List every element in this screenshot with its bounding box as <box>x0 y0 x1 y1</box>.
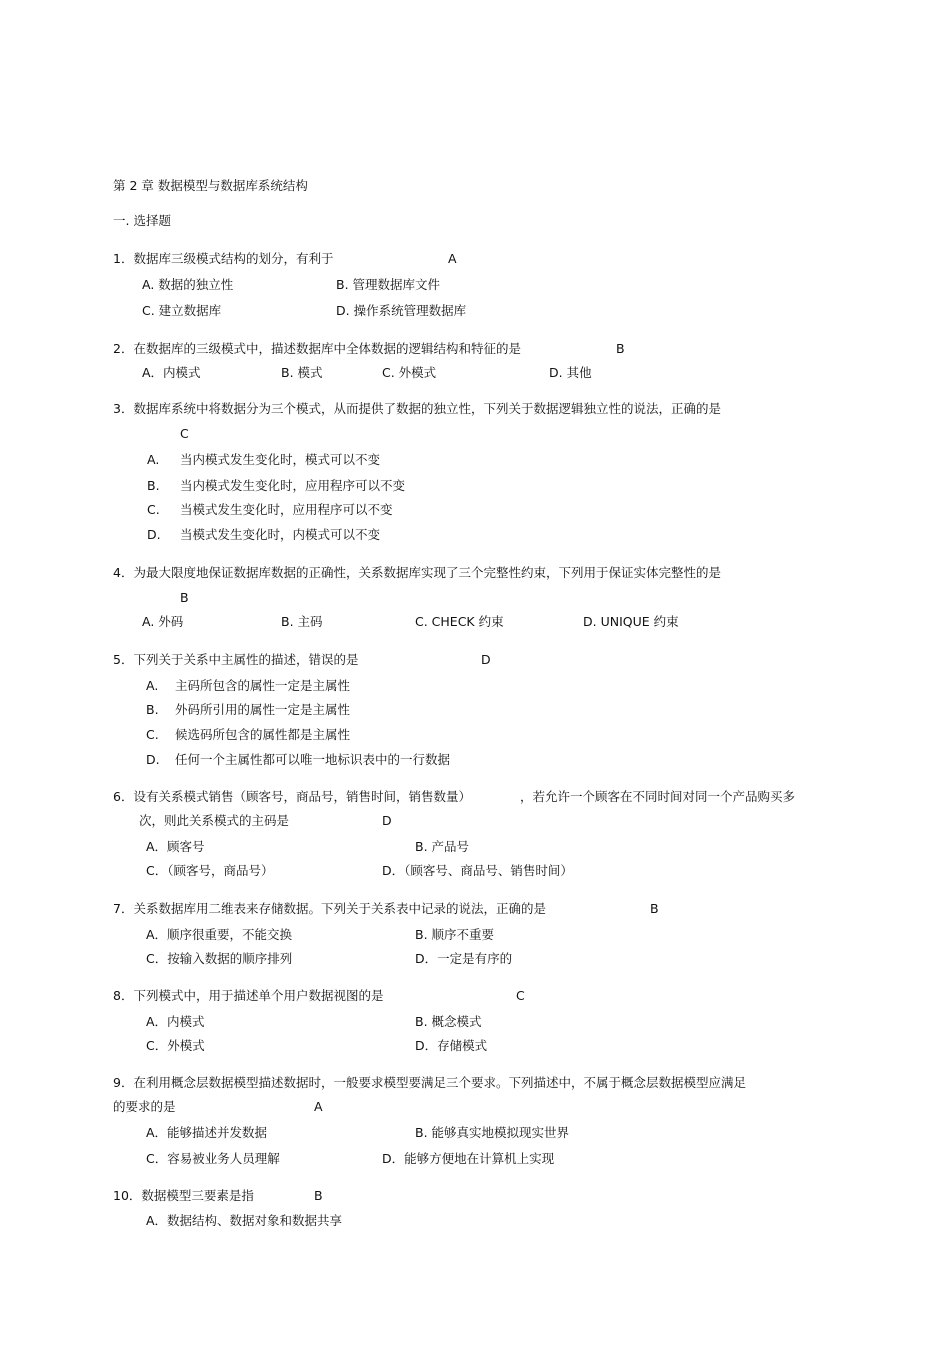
question-3-option-c-letter: C. <box>147 502 160 517</box>
question-4-option-c: C. CHECK 约束 <box>415 614 504 629</box>
question-6-answer: D <box>382 813 392 828</box>
question-5-option-c-letter: C. <box>146 727 159 742</box>
question-3-option-c-text: 当模式发生变化时，应用程序可以不变 <box>180 502 393 517</box>
question-5-option-b-text: 外码所引用的属性一定是主属性 <box>175 702 351 717</box>
question-4-option-d: D. UNIQUE 约束 <box>583 614 679 629</box>
question-7-option-d: D．一定是有序的 <box>415 951 513 966</box>
question-5-option-b-letter: B. <box>146 702 159 717</box>
question-6-stem-part-3: 次，则此关系模式的主码是 <box>139 813 290 828</box>
question-3-stem: 3．数据库系统中将数据分为三个模式，从而提供了数据的独立性，下列关于数据逻辑独立性的说法，正确的是 <box>113 401 721 416</box>
question-8-option-a: A．内模式 <box>146 1014 205 1029</box>
question-5-option-d-text: 任何一个主属性都可以唯一地标识表中的一行数据 <box>175 752 451 767</box>
question-6-option-d: D．（顾客号、商品号、销售时间） <box>382 863 573 878</box>
question-1-answer: A <box>448 251 457 266</box>
question-2-option-d: D. 其他 <box>549 365 592 380</box>
question-2-option-a: A．内模式 <box>142 365 201 380</box>
question-8-option-c: C．外模式 <box>146 1038 205 1053</box>
question-3-option-d-text: 当模式发生变化时，内模式可以不变 <box>180 527 381 542</box>
question-2-stem: 2．在数据库的三级模式中，描述数据库中全体数据的逻辑结构和特征的是 <box>113 341 521 356</box>
question-4-answer: B <box>180 590 189 605</box>
question-3-option-b-letter: B. <box>147 478 160 493</box>
question-3-option-a-text: 当内模式发生变化时，模式可以不变 <box>180 452 381 467</box>
question-6-stem-part-1: 6．设有关系模式销售（顾客号，商品号，销售时间，销售数量） <box>113 789 471 804</box>
question-1-option-c: C. 建立数据库 <box>142 303 222 318</box>
question-8-stem: 8．下列模式中，用于描述单个用户数据视图的是 <box>113 988 384 1003</box>
question-5-option-c-text: 候选码所包含的属性都是主属性 <box>175 727 351 742</box>
question-7-answer: B <box>650 901 659 916</box>
question-9-option-b: B. 能够真实地模拟现实世界 <box>415 1125 570 1140</box>
question-5-option-a-letter: A. <box>146 678 159 693</box>
question-9-option-d: D．能够方便地在计算机上实现 <box>382 1151 555 1166</box>
question-7-stem: 7．关系数据库用二维表来存储数据。下列关于关系表中记录的说法，正确的是 <box>113 901 546 916</box>
question-10-stem: 10．数据模型三要素是指 <box>113 1188 254 1203</box>
question-9-stem-part-2: 的要求的是 <box>113 1099 176 1114</box>
question-3-answer: C <box>180 426 189 441</box>
question-9-answer: A <box>314 1099 323 1114</box>
question-5-answer: D <box>481 652 491 667</box>
question-5-option-a-text: 主码所包含的属性一定是主属性 <box>175 678 351 693</box>
question-3-option-a-letter: A. <box>147 452 160 467</box>
question-10-answer: B <box>314 1188 323 1203</box>
question-9-option-c: C．容易被业务人员理解 <box>146 1151 280 1166</box>
question-1-option-d: D. 操作系统管理数据库 <box>336 303 467 318</box>
question-2-answer: B <box>616 341 625 356</box>
question-9-option-a: A．能够描述并发数据 <box>146 1125 268 1140</box>
question-6-stem-part-2: ，若允许一个顾客在不同时间对同一个产品购买多 <box>520 789 796 804</box>
question-7-option-a: A．顺序很重要，不能交换 <box>146 927 293 942</box>
question-3-option-d-letter: D. <box>147 527 161 542</box>
question-9-stem-part-1: 9．在利用概念层数据模型描述数据时，一般要求模型要满足三个要求。下列描述中，不属于概念层数据模型应满足 <box>113 1075 746 1090</box>
question-1-option-a: A. 数据的独立性 <box>142 277 234 292</box>
question-6-option-b: B. 产品号 <box>415 839 470 854</box>
question-4-option-a: A. 外码 <box>142 614 184 629</box>
question-1-stem: 1．数据库三级模式结构的划分，有利于 <box>113 251 334 266</box>
question-5-stem: 5．下列关于关系中主属性的描述，错误的是 <box>113 652 359 667</box>
question-8-answer: C <box>516 988 525 1003</box>
question-1-option-b: B. 管理数据库文件 <box>336 277 441 292</box>
question-2-option-b: B. 模式 <box>281 365 323 380</box>
question-8-option-d: D．存储模式 <box>415 1038 488 1053</box>
question-2-option-c: C. 外模式 <box>382 365 437 380</box>
chapter-title: 第 2 章 数据模型与数据库系统结构 <box>113 178 308 193</box>
question-3-option-b-text: 当内模式发生变化时，应用程序可以不变 <box>180 478 406 493</box>
question-8-option-b: B. 概念模式 <box>415 1014 482 1029</box>
question-7-option-c: C．按输入数据的顺序排列 <box>146 951 293 966</box>
question-4-stem: 4．为最大限度地保证数据库数据的正确性，关系数据库实现了三个完整性约束，下列用于保证实体完整性的是 <box>113 565 721 580</box>
question-10-option-a: A．数据结构、数据对象和数据共享 <box>146 1213 343 1228</box>
question-4-option-b: B. 主码 <box>281 614 323 629</box>
section-title: 一. 选择题 <box>113 213 171 228</box>
question-6-option-a: A．顾客号 <box>146 839 205 854</box>
question-5-option-d-letter: D. <box>146 752 160 767</box>
question-7-option-b: B. 顺序不重要 <box>415 927 495 942</box>
question-6-option-c: C．（顾客号，商品号） <box>146 863 274 878</box>
